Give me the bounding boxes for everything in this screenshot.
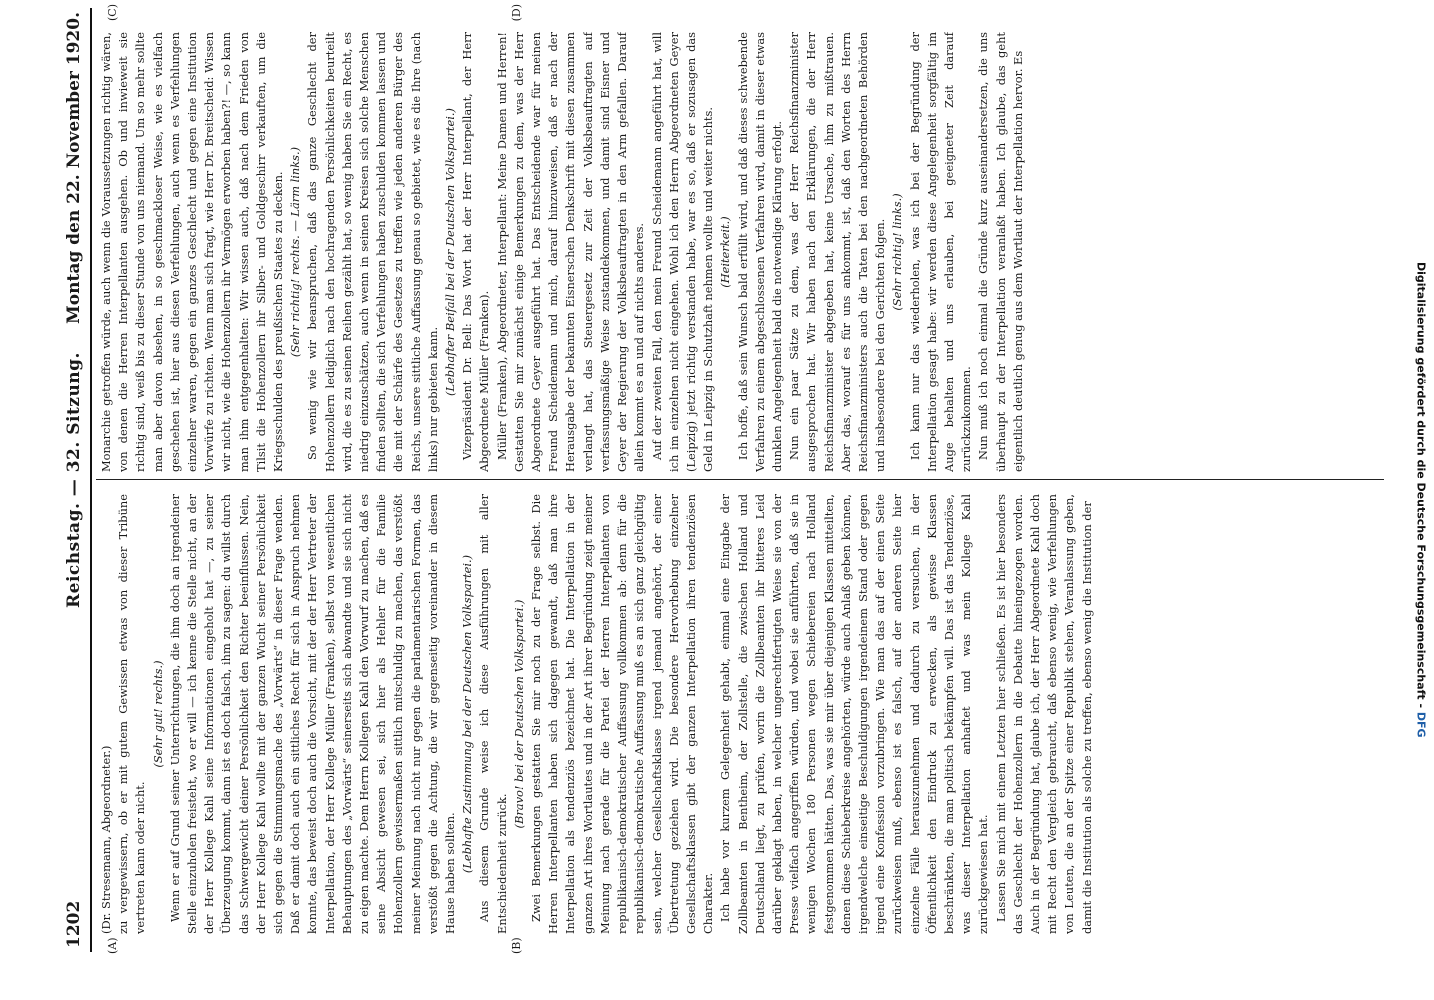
right-column xyxy=(98,32,1386,472)
margin-marker-c: (C) xyxy=(106,4,119,21)
paragraph: Nun muß ich noch einmal die Gründe kurz auseinandersetzen, die uns überhaupt zu der Interpellation veranlaßt haben. Ich glaube, das geht eigentlich deutlich genug aus dem Wortlaut der Interpellation hervor. Es xyxy=(976,32,1025,472)
credit-text: Digitalisierung gefördert durch die Deutsche Forschungsgemeinschaft - xyxy=(1414,262,1428,709)
digitization-credit xyxy=(1410,0,1432,1000)
speaker-reference: (Dr. Stresemann, Abgeordneter.) xyxy=(99,745,113,934)
interjection: (Heiterkeit.) xyxy=(718,216,733,288)
margin-marker-d: (D) xyxy=(510,4,523,22)
paragraph: Müller (Franken), Abgeordneter, Interpellant: Meine Damen und Herren! Gestatten Sie mir zunächst einige Bemerkungen zu dem, was der Herr Abgeordnete Geyer ausgeführt hat. Das Entscheidende war für meinen Freund Scheidemann und mich, darauf hinzuweisen, daß er nach der Herausgabe der bekannten Eisnerschen Denkschrift mit diesen zusammen verlangt hat, das Steuergesetz zur Zeit der Volksbeauftragten auf verfassungsmäßige Weise zustandekommen, und damit sind Eisner und Geyer der Regierung der Volksbeauftragten in den Arm gefallen. Darauf allein kommt es an und auf nichts anderes. xyxy=(494,32,647,472)
paragraph: Zwei Bemerkungen gestatten Sie mir noch zu der Frage selbst. Die Herren Interpellanten haben sich dagegen gewandt, daß man ihre Interpellation als tendenziös bezeichnet hat. Die Interpellation in der ganzen Art ihres Wortlautes und in der Art ihrer Begründung zeigt meiner Meinung nach gerade für die Partei der Herren Interpellanten von republikanisch-demokratischer Auffassung vollkommen ab: denn für die republikanisch-demokratische Auffassung muß es an sich ganz gleichgültig sein, welcher Gesellschaftsklasse irgend jemand angehört, der einer Übertretung geziehen wird. Die besondere Hervorhebung einzelner Gesellschaftsklassen gibt der ganzen Interpellation ihren tendenziösen Charakter. xyxy=(529,494,716,934)
header-rule xyxy=(90,8,92,952)
dfg-logo: DFG xyxy=(1414,712,1428,738)
left-column xyxy=(98,494,1386,934)
page-number: 1202 xyxy=(64,900,84,948)
paragraph: Lassen Sie mich mit einem Letzten hier schließen. Es ist hier besonders das Geschlecht der Hohenzollern in die Debatte hineingezogen worden. Auch in der Begründung hat, glaube ich, der Herr Abgeordnete Kahl doch mit Recht den Vergleich gebraucht, daß ebenso wenig, wie Verfehlungen von Leuten, die an der Spitze einer Republik stehen, Veranlassung geben, damit die Institution als solche zu treffen, ebenso wenig die Institution der xyxy=(993,494,1094,934)
interjection: (Lebhafter Beifall bei der Deutschen Volkspartei.) xyxy=(443,108,458,396)
interjection: (Sehr richtig! links.) xyxy=(890,193,905,311)
paragraph: So wenig wie wir beanspruchen, daß das ganze Geschlecht der Hohenzollern lediglich nach den hochragenden Persönlichkeiten beurteilt wird, die es zu seinen Reihen gezählt hat, so wenig haben Sie ein Recht, es niedrig einzuschätzen, auch wenn in seinen Kreisen sich solche Menschen finden sollten, die sich Verfehlungen haben zuschulden kommen lassen und die mit der Schärfe des Gesetzes zu treffen wie jeden anderen Bürger des Reichs, unsere sittliche Auffassung genau so gebietet, wie es die Ihre (nach links) nur gebieten kann. xyxy=(305,32,440,472)
newspaper-page xyxy=(40,0,1396,960)
paragraph: Ich habe vor kurzem Gelegenheit gehabt, einmal eine Eingabe der Zollbeamten in Bentheim, der Zollstelle, die zwischen Holland und Deutschland liegt, zu prüfen, worin die Zollbeamten ihr bitteres Leid darüber geklagt haben, in welcher ungerechtfertigten Weise sie von der Presse vielfach angegriffen würden, und wobei sie anführten, daß sie in wenigen Wochen 180 Personen wegen Schiebereien nach Holland festgenommen hätten. Das, was sie mir über diejenigen Klassen mitteilten, denen diese Schieberkreise angehörten, würde auch Anlaß geben können, irgendwelche einseitige Beschuldigungen irgendeinem Stand oder gegen irgend eine Konfession vorzubringen. Wie man das auf der einen Seite zurückweisen muß, ebenso ist es falsch, auf der anderen Seite hier einzelne Fälle herauszunehmen und dadurch zu versuchen, in der Öffentlichkeit den Eindruck zu erwecken, als gewisse Klassen beschränkten, die man politisch bekämpfen will. Das ist das Tendenziöse, was dieser Interpellation anhaftet und was mein Kollege Kahl zurückgewiesen hat. xyxy=(718,494,991,934)
interjection: (Sehr richtig! rechts. — Lärm links.) xyxy=(288,146,303,358)
page-title: Reichstag. — 32. Sitzung. xyxy=(64,352,84,608)
interjection: (Sehr gut! rechts.) xyxy=(150,660,165,768)
margin-marker-b: (B) xyxy=(510,937,523,954)
paragraph: Nun ein paar Sätze zu dem, was der Herr Reichsfinanzminister ausgesprochen hat. Wir haben nach den Erklärungen, die der Herr Reichsfinanzminister abgegeben hat, keine Ursache, ihm zu mißtrauen. Aber das, worauf es für uns ankommt, ist, daß den Worten des Herrn Reichsfinanzministers auch die Taten bei den nachgeordneten Behörden und insbesondere bei den Gerichten folgen. xyxy=(787,32,888,472)
paragraph: Aus diesem Grunde weise ich diese Ausführungen mit aller Entschiedenheit zurück. xyxy=(477,494,509,934)
interjection: (Bravo! bei der Deutschen Volkspartei.) xyxy=(511,599,526,829)
paragraph: Auf der zweiten Fall, den mein Freund Scheidemann angeführt hat, will ich im einzelnen nicht eingehen. Wohl ich den Herrn Abgeordneten Geyer (Leipzig) jetzt richtig verstanden habe, war es so, daß er sozusagen das Geld in Leipzig in Schutzhaft nehmen wollte und weiter nichts. xyxy=(649,32,716,472)
paragraph: Ich hoffe, daß sein Wunsch bald erfüllt wird, und daß dieses schwebende Verfahren zu einem abgeschlossenen Verfahren wird, damit in dieser etwas dunklen Angelegenheit bald die notwendige Klärung erfolgt. xyxy=(735,32,784,472)
session-date: Montag den 22. November 1920. xyxy=(64,12,84,325)
column-divider xyxy=(96,479,1384,480)
margin-marker-a: (A) xyxy=(106,937,119,954)
page-header xyxy=(58,12,92,948)
paragraph: Monarchie getroffen würde, auch wenn die Voraussetzungen richtig wären, von denen die Herren Interpellanten ausgehen. Ob und inwieweit sie richtig sind, weiß bis zu dieser Stunde von uns niemand. Um so mehr sollte man aber davon absehen, in so geschmackloser Weise, wie es vielfach geschehen ist, hier aus diesen Verfehlungen, auch wenn es Verfehlungen einzelner waren, gegen ein ganzes Geschlecht und gegen eine Institution Vorwürfe zu richten. Wenn man sich fragt, wie Herr Dr. Breitscheid: Wissen wir nicht, wie die Hohenzollern ihr Vermögen erworben haben?! —, so kann man ihm entgegenhalten: Wir wissen auch, daß nach dem Frieden von Tilsit die Hohenzollern ihr Silber- und Goldgeschirr verkauften, um die Kriegsschulden des preußischen Staates zu decken. xyxy=(99,32,286,472)
paragraph: Wenn er auf Grund seiner Unterrichtungen, die ihm doch an irgendeiner Stelle einzuholen freisteht, wo er will — ich kenne die Stelle nicht, an der der Herr Kollege Kahl seine Informationen eingeholt hat —, zu seiner Überzeugung kommt, dann ist es doch falsch, ihm zu sagen: du willst durch das Schwergewicht deiner Persönlichkeit den Richter beeinflussen. Nein, der Herr Kollege Kahl wollte mit der ganzen Wucht seiner Persönlichkeit sich gegen die Stimmungsmache des „Vorwärts“ in dieser Frage wenden. Daß er damit doch auch ein sittliches Recht für sich in Anspruch nehmen konnte, das beweist doch auch die Vorsicht, mit der der Herr Vertreter der Interpellation, der Herr Kollege Müller (Franken), selbst von wesentlichen Behauptungen des „Vorwärts“ seinerseits sich abwandte und sie sich nicht zu eigen machte. Dem Herrn Kollegen Kahl den Vorwurf zu machen, daß es seine Absicht gewesen sei, sich hier als Hehler für die Familie Hohenzollern gewissermaßen sittlich mitschuldig zu machen, das verstößt meiner Meinung nach nicht nur gegen die parlamentarischen Formen, das verstößt gegen die Achtung, die wir gegenseitig voreinander in diesem Hause haben sollten. xyxy=(167,494,458,934)
paragraph: zu vergewissern, ob er mit gutem Gewissen etwas von dieser Tribüne vertreten kann oder nicht. xyxy=(116,494,148,934)
paragraph: Vizepräsident Dr. Bell: Das Wort hat der Herr Interpellant, der Herr Abgeordnete Müller (Franken). xyxy=(460,32,492,472)
interjection: (Lebhafte Zustimmung bei der Deutschen Volkspartei.) xyxy=(460,554,475,874)
paragraph: Ich kann nur das wiederholen, was ich bei der Begründung der Interpellation gesagt habe: wir werden diese Angelegenheit sorgfältig im Auge behalten und uns erlauben, bei geeigneter Zeit darauf zurückzukommen. xyxy=(907,32,974,472)
